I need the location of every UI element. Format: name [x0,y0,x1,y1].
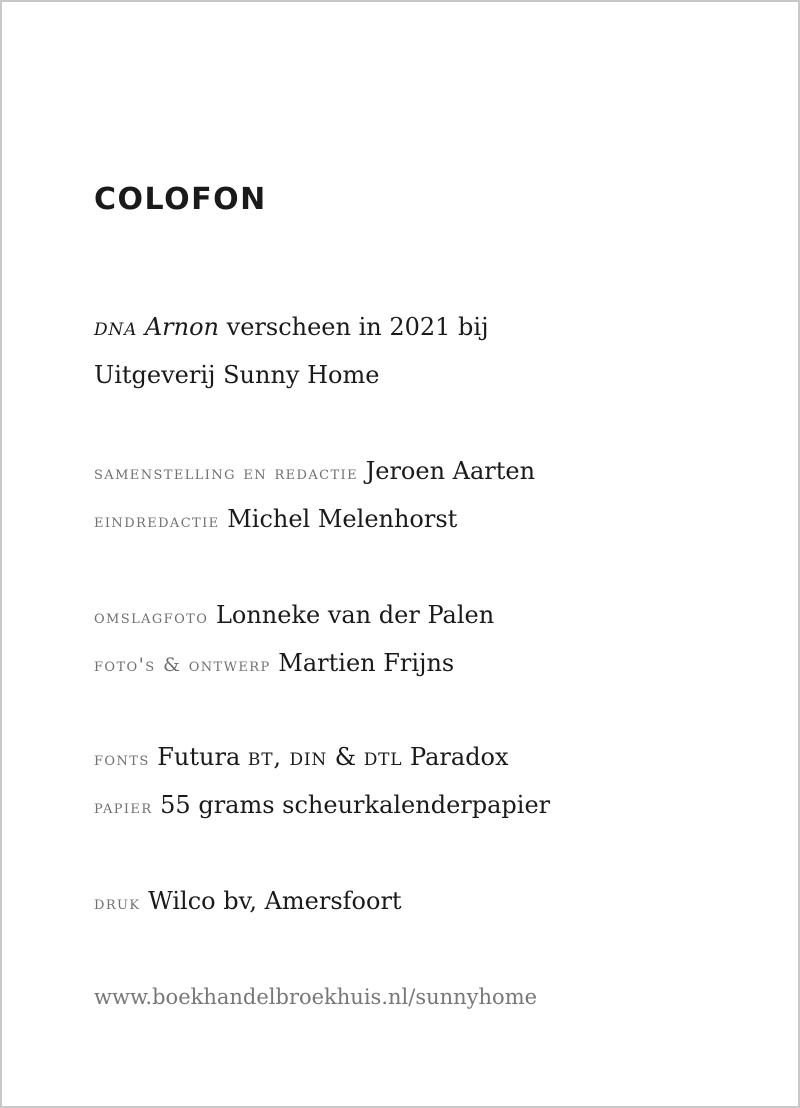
credit-label: samenstelling en redactie [94,462,358,484]
intro-line-1 [94,310,489,344]
credit-value: Lonneke van der Palen [215,601,495,629]
font-dtl: dtl [363,743,403,771]
credit-label: omslagfoto [94,606,209,628]
font-din: din [289,743,328,771]
credit-eindredactie [94,502,457,538]
intro-line-2: Uitgeverij Sunny Home [94,361,380,389]
credit-value: Michel Melenhorst [227,505,458,533]
credit-omslagfoto [94,598,494,634]
book-title: Arnon [144,313,219,341]
dna-text: dna [94,313,138,341]
font-ampersand: & [334,743,357,771]
font-bt: bt, [247,743,282,771]
druk-line [94,884,402,920]
fonts-label: fonts [94,748,150,770]
credit-ontwerp [94,646,454,682]
credit-label: foto's & ontwerp [94,654,271,676]
druk-value: Wilco bv, Amersfoort [148,887,402,915]
credit-samenstelling [94,454,535,490]
papier-value: 55 grams scheurkalenderpapier [160,791,551,819]
font-paradox: Paradox [410,743,509,771]
font-futura: Futura [157,743,241,771]
credit-value: Martien Frijns [278,649,455,677]
papier-line [94,788,550,824]
druk-label: druk [94,892,141,914]
fonts-line [94,740,509,776]
colofon-title: COLOFON [94,182,267,217]
papier-label: papier [94,796,153,818]
website-url: www.boekhandelbroekhuis.nl/sunnyhome [94,985,538,1009]
credit-label: eindredactie [94,510,220,532]
credit-value: Jeroen Aarten [365,457,536,485]
intro-line-1-rest: verscheen in 2021 bij [226,313,489,341]
